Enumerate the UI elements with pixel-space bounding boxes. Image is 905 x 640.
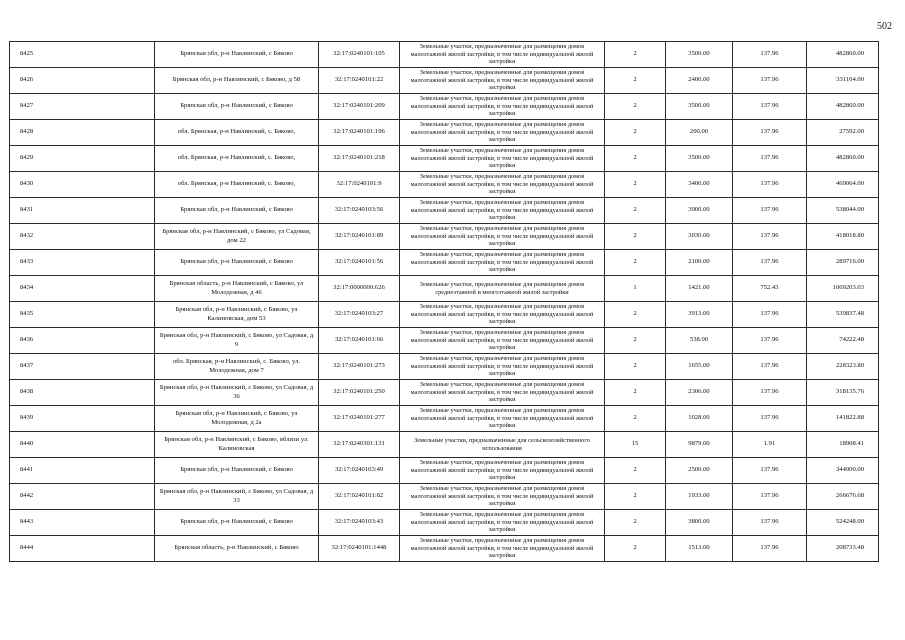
specific-value-cell: 137.96 [733, 250, 807, 276]
cadastral-value-cell: 1069203.03 [807, 276, 879, 302]
specific-value-cell: 137.96 [733, 146, 807, 172]
cadastral-value-cell: 141822.88 [807, 406, 879, 432]
area-cell: 1655.00 [666, 354, 733, 380]
table-row [10, 432, 879, 458]
specific-value-cell: 137.96 [733, 510, 807, 536]
table-row [10, 458, 879, 484]
table-row [10, 172, 879, 198]
permitted-use-cell: Земельные участки, предназначенные для размещения домов малоэтажной жилой застройки, в том числе индивидуальной жилой застройки [400, 42, 605, 68]
area-cell: 3500.00 [666, 146, 733, 172]
cadastral-number-cell: 32:17:0000000:626 [319, 276, 400, 302]
table-row [10, 510, 879, 536]
specific-value-cell: 137.96 [733, 94, 807, 120]
table-row [10, 484, 879, 510]
row-number: 8435 [10, 302, 155, 328]
cadastral-number-cell: 32:17:0240103:49 [319, 458, 400, 484]
row-number: 8442 [10, 484, 155, 510]
address-cell: Брянская область, р-н Навлинский, с Бяково, ул Молодежная, д 46 [155, 276, 319, 302]
area-cell: 2500.00 [666, 458, 733, 484]
specific-value-cell: 137.96 [733, 458, 807, 484]
cadastral-value-cell: 266676.68 [807, 484, 879, 510]
specific-value-cell: 137.96 [733, 68, 807, 94]
address-cell: Брянская обл, р-н Навлинский, с Бяково [155, 510, 319, 536]
table-row [10, 380, 879, 406]
address-cell: Брянская обл, р-н Навлинский, с Бяково [155, 42, 319, 68]
row-number: 8425 [10, 42, 155, 68]
address-cell: Брянская обл, р-н Навлинский, с Бяково, ул Садовая, д 36 [155, 380, 319, 406]
area-cell: 1513.00 [666, 536, 733, 562]
permitted-use-cell: Земельные участки, предназначенные для размещения домов малоэтажной жилой застройки, в том числе индивидуальной жилой застройки [400, 146, 605, 172]
cadastral-value-cell: 331104.00 [807, 68, 879, 94]
row-number: 8437 [10, 354, 155, 380]
table-row [10, 536, 879, 562]
permitted-use-cell: Земельные участки, предназначенные для размещения домов малоэтажной жилой застройки, в том числе индивидуальной жилой застройки [400, 354, 605, 380]
cadastral-value-cell: 74222.48 [807, 328, 879, 354]
address-cell: обл. Брянская, р-н Навлинский, с. Бяково, [155, 172, 319, 198]
address-cell: Брянская обл, р-н Навлинский, с Бяково [155, 458, 319, 484]
area-cell: 3913.00 [666, 302, 733, 328]
table-row [10, 276, 879, 302]
use-group-cell: 2 [605, 380, 666, 406]
permitted-use-cell: Земельные участки, предназначенные для размещения домов малоэтажной жилой застройки, в том числе индивидуальной жилой застройки [400, 510, 605, 536]
specific-value-cell: 137.96 [733, 484, 807, 510]
use-group-cell: 2 [605, 484, 666, 510]
permitted-use-cell: Земельные участки, предназначенные для размещения домов малоэтажной жилой застройки, в том числе индивидуальной жилой застройки [400, 224, 605, 250]
cadastral-number-cell: 32:17:0240101:273 [319, 354, 400, 380]
use-group-cell: 2 [605, 42, 666, 68]
address-cell: Брянская обл, р-н Навлинский, с Бяково, ул Калиновская, дом 53 [155, 302, 319, 328]
specific-value-cell: 137.96 [733, 302, 807, 328]
cadastral-value-cell: 208733.48 [807, 536, 879, 562]
cadastral-number-cell: 32:17:0240101:82 [319, 484, 400, 510]
permitted-use-cell: Земельные участки, предназначенные для размещения домов малоэтажной жилой застройки, в том числе индивидуальной жилой застройки [400, 458, 605, 484]
cadastral-number-cell: 32:17:0240101:105 [319, 42, 400, 68]
use-group-cell: 2 [605, 536, 666, 562]
table-row [10, 328, 879, 354]
table-row [10, 120, 879, 146]
specific-value-cell: 137.96 [733, 224, 807, 250]
cadastral-number-cell: 32:17:0240103:56 [319, 198, 400, 224]
use-group-cell: 2 [605, 328, 666, 354]
area-cell: 2306.00 [666, 380, 733, 406]
row-number: 8440 [10, 432, 155, 458]
area-cell: 1933.00 [666, 484, 733, 510]
area-cell: 1028.00 [666, 406, 733, 432]
address-cell: Брянская обл, р-н Навлинский, с Бяково [155, 198, 319, 224]
area-cell: 2400.00 [666, 68, 733, 94]
cadastral-value-cell: 18908.41 [807, 432, 879, 458]
table-row [10, 42, 879, 68]
specific-value-cell: 1.91 [733, 432, 807, 458]
specific-value-cell: 137.96 [733, 406, 807, 432]
cadastral-number-cell: 32:17:0240101:218 [319, 146, 400, 172]
table-row [10, 302, 879, 328]
cadastral-value-cell: 538044.00 [807, 198, 879, 224]
address-cell: обл. Брянская, р-н Навлинский, с. Бяково, [155, 146, 319, 172]
table-row [10, 68, 879, 94]
area-cell: 9879.00 [666, 432, 733, 458]
use-group-cell: 2 [605, 172, 666, 198]
use-group-cell: 2 [605, 354, 666, 380]
permitted-use-cell: Земельные участки, предназначенные для размещения домов малоэтажной жилой застройки, в том числе индивидуальной жилой застройки [400, 94, 605, 120]
specific-value-cell: 137.96 [733, 328, 807, 354]
area-cell: 3800.00 [666, 510, 733, 536]
table-row [10, 94, 879, 120]
row-number: 8430 [10, 172, 155, 198]
row-number: 8429 [10, 146, 155, 172]
use-group-cell: 2 [605, 458, 666, 484]
cadastral-number-cell: 32:17:0240101:56 [319, 250, 400, 276]
row-number: 8438 [10, 380, 155, 406]
address-cell: Брянская обл, р-н Навлинский, с Бяково, ул Садовая, дом 22 [155, 224, 319, 250]
cadastral-value-cell: 469064.00 [807, 172, 879, 198]
row-number: 8444 [10, 536, 155, 562]
row-number: 8426 [10, 68, 155, 94]
use-group-cell: 2 [605, 198, 666, 224]
cadastral-value-cell: 318135.76 [807, 380, 879, 406]
cadastral-value-cell: 539837.48 [807, 302, 879, 328]
area-cell: 3400.00 [666, 172, 733, 198]
permitted-use-cell: Земельные участки, предназначенные для размещения домов малоэтажной жилой застройки, в том числе индивидуальной жилой застройки [400, 380, 605, 406]
area-cell: 1421.00 [666, 276, 733, 302]
permitted-use-cell: Земельные участки, предназначенные для размещения домов малоэтажной жилой застройки, в том числе индивидуальной жилой застройки [400, 120, 605, 146]
cadastral-value-cell: 228323.80 [807, 354, 879, 380]
area-cell: 200.00 [666, 120, 733, 146]
page-number: 502 [877, 21, 892, 32]
row-number: 8436 [10, 328, 155, 354]
permitted-use-cell: Земельные участки, предназначенные для размещения домов малоэтажной жилой застройки, в том числе индивидуальной жилой застройки [400, 302, 605, 328]
cadastral-number-cell: 32:17:0240101:22 [319, 68, 400, 94]
address-cell: Брянская обл, р-н Навлинский, с Бяково, ул Молодежная, д 2а [155, 406, 319, 432]
permitted-use-cell: Земельные участки, предназначенные для размещения домов среднеэтажной и многоэтажной жилой застройки [400, 276, 605, 302]
address-cell: Брянская обл, р-н Навлинский, с Бяково, ул Садовая, д 33 [155, 484, 319, 510]
table-row [10, 406, 879, 432]
cadastral-number-cell: 32:17:0240101:66 [319, 328, 400, 354]
cadastral-value-cell: 482860.00 [807, 94, 879, 120]
address-cell: обл. Брянская, р-н Навлинский, с. Бяково, ул. Молодежная, дом 7 [155, 354, 319, 380]
address-cell: обл. Брянская, р-н Навлинский, с. Бяково, [155, 120, 319, 146]
area-cell: 2100.00 [666, 250, 733, 276]
permitted-use-cell: Земельные участки, предназначенные для размещения домов малоэтажной жилой застройки, в том числе индивидуальной жилой застройки [400, 250, 605, 276]
cadastral-number-cell: 32:17:0240101:250 [319, 380, 400, 406]
cadastral-number-cell: 32:17:0240101:277 [319, 406, 400, 432]
table-row [10, 250, 879, 276]
specific-value-cell: 137.96 [733, 120, 807, 146]
address-cell: Брянская обл, р-н Навлинский, с Бяково, д 58 [155, 68, 319, 94]
address-cell: Брянская обл, р-н Навлинский, с Бяково, ул Садовая, д 9 [155, 328, 319, 354]
cadastral-number-cell: 32:17:0240103:43 [319, 510, 400, 536]
use-group-cell: 2 [605, 94, 666, 120]
land-registry-table [9, 41, 879, 562]
row-number: 8439 [10, 406, 155, 432]
table-row [10, 354, 879, 380]
specific-value-cell: 137.96 [733, 354, 807, 380]
use-group-cell: 2 [605, 68, 666, 94]
cadastral-value-cell: 418018.80 [807, 224, 879, 250]
specific-value-cell: 137.96 [733, 536, 807, 562]
row-number: 8428 [10, 120, 155, 146]
row-number: 8433 [10, 250, 155, 276]
use-group-cell: 2 [605, 250, 666, 276]
address-cell: Брянская область, р-н Навлинский, с Бяково [155, 536, 319, 562]
permitted-use-cell: Земельные участки, предназначенные для размещения домов малоэтажной жилой застройки, в том числе индивидуальной жилой застройки [400, 484, 605, 510]
address-cell: Брянская обл, р-н Навлинский, с Бяково [155, 250, 319, 276]
use-group-cell: 2 [605, 406, 666, 432]
table-row [10, 146, 879, 172]
use-group-cell: 2 [605, 510, 666, 536]
cadastral-number-cell: 32:17:0240101:209 [319, 94, 400, 120]
permitted-use-cell: Земельные участки, предназначенные для размещения домов малоэтажной жилой застройки, в том числе индивидуальной жилой застройки [400, 68, 605, 94]
area-cell: 538.00 [666, 328, 733, 354]
cadastral-number-cell: 32:17:0240301:131 [319, 432, 400, 458]
row-number: 8443 [10, 510, 155, 536]
row-number: 8431 [10, 198, 155, 224]
area-cell: 3900.00 [666, 198, 733, 224]
row-number: 8434 [10, 276, 155, 302]
table-row [10, 198, 879, 224]
row-number: 8432 [10, 224, 155, 250]
specific-value-cell: 137.96 [733, 42, 807, 68]
cadastral-value-cell: 482860.00 [807, 42, 879, 68]
use-group-cell: 15 [605, 432, 666, 458]
area-cell: 3030.00 [666, 224, 733, 250]
cadastral-value-cell: 482860.00 [807, 146, 879, 172]
cadastral-value-cell: 27592.00 [807, 120, 879, 146]
use-group-cell: 2 [605, 120, 666, 146]
row-number: 8427 [10, 94, 155, 120]
address-cell: Брянская обл, р-н Навлинский, с Бяково [155, 94, 319, 120]
permitted-use-cell: Земельные участки, предназначенные для размещения домов малоэтажной жилой застройки, в том числе индивидуальной жилой застройки [400, 198, 605, 224]
permitted-use-cell: Земельные участки, предназначенные для сельскохозяйственного использования [400, 432, 605, 458]
permitted-use-cell: Земельные участки, предназначенные для размещения домов малоэтажной жилой застройки, в том числе индивидуальной жилой застройки [400, 406, 605, 432]
use-group-cell: 2 [605, 146, 666, 172]
permitted-use-cell: Земельные участки, предназначенные для размещения домов малоэтажной жилой застройки, в том числе индивидуальной жилой застройки [400, 328, 605, 354]
specific-value-cell: 137.96 [733, 380, 807, 406]
cadastral-number-cell: 32:17:0240103:27 [319, 302, 400, 328]
permitted-use-cell: Земельные участки, предназначенные для размещения домов малоэтажной жилой застройки, в том числе индивидуальной жилой застройки [400, 536, 605, 562]
cadastral-value-cell: 344900.00 [807, 458, 879, 484]
use-group-cell: 2 [605, 302, 666, 328]
address-cell: Брянская обл, р-н Навлинский, с Бяково, вблизи ул. Калиновская [155, 432, 319, 458]
use-group-cell: 2 [605, 224, 666, 250]
permitted-use-cell: Земельные участки, предназначенные для размещения домов малоэтажной жилой застройки, в том числе индивидуальной жилой застройки [400, 172, 605, 198]
cadastral-number-cell: 32:17:0240101:196 [319, 120, 400, 146]
area-cell: 3500.00 [666, 42, 733, 68]
area-cell: 3500.00 [666, 94, 733, 120]
cadastral-value-cell: 524248.00 [807, 510, 879, 536]
specific-value-cell: 137.96 [733, 172, 807, 198]
cadastral-number-cell: 32:17:0240101:1448 [319, 536, 400, 562]
table-row [10, 224, 879, 250]
cadastral-number-cell: 32:17:0240101:89 [319, 224, 400, 250]
specific-value-cell: 752.43 [733, 276, 807, 302]
specific-value-cell: 137.96 [733, 198, 807, 224]
cadastral-number-cell: 32:17:0240101:9 [319, 172, 400, 198]
row-number: 8441 [10, 458, 155, 484]
cadastral-value-cell: 289716.00 [807, 250, 879, 276]
use-group-cell: 1 [605, 276, 666, 302]
